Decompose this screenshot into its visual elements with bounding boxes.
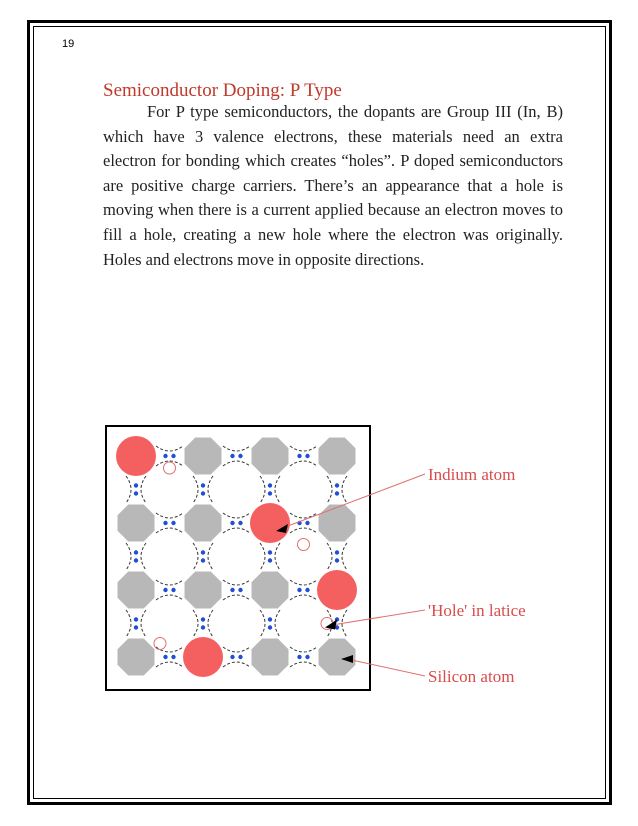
section-heading: Semiconductor Doping: P Type bbox=[103, 80, 342, 101]
silicon-atom bbox=[319, 505, 356, 542]
electron-dot bbox=[238, 454, 242, 458]
electron-dot bbox=[268, 558, 272, 562]
electron-dot bbox=[134, 483, 138, 487]
electron-dot bbox=[230, 588, 234, 592]
electron-dot bbox=[201, 625, 205, 629]
electron-dot bbox=[230, 454, 234, 458]
silicon-atom bbox=[118, 505, 155, 542]
silicon-atom bbox=[118, 572, 155, 609]
silicon-atom bbox=[252, 438, 289, 475]
silicon-atom bbox=[185, 438, 222, 475]
section-paragraph: For P type semiconductors, the dopants are Group III (In, B) which have 3 valence electrons, these materials need an extra electron for bonding which creates “holes”. P doped semiconductors are positive charge carriers. There’s an appearance that a hole is moving when there is a current applied because an electron moves to fill a hole, creating a new hole where the electron was originally. Holes and electrons move in opposite directions. bbox=[103, 102, 563, 269]
electron-dot bbox=[268, 483, 272, 487]
electron-dot bbox=[171, 454, 175, 458]
electron-dot bbox=[201, 617, 205, 621]
label-hole-in-lattice: 'Hole' in latice bbox=[428, 601, 526, 620]
electron-dot bbox=[163, 521, 167, 525]
electron-dot bbox=[201, 550, 205, 554]
electron-dot bbox=[238, 588, 242, 592]
electron-dot bbox=[171, 521, 175, 525]
silicon-atom bbox=[118, 639, 155, 676]
electron-dot bbox=[163, 454, 167, 458]
electron-dot bbox=[163, 655, 167, 659]
silicon-atom bbox=[252, 572, 289, 609]
electron-dot bbox=[163, 588, 167, 592]
p-type-lattice-diagram bbox=[100, 420, 560, 710]
electron-dot bbox=[335, 550, 339, 554]
page-number: 19 bbox=[62, 38, 75, 50]
electron-dot bbox=[201, 491, 205, 495]
electron-dot bbox=[171, 655, 175, 659]
electron-dot bbox=[230, 521, 234, 525]
electron-dot bbox=[335, 483, 339, 487]
electron-dot bbox=[238, 521, 242, 525]
electron-dot bbox=[134, 625, 138, 629]
electron-dot bbox=[134, 617, 138, 621]
silicon-atom bbox=[185, 572, 222, 609]
electron-dot bbox=[297, 454, 301, 458]
electron-dot bbox=[335, 558, 339, 562]
electron-dot bbox=[268, 617, 272, 621]
electron-dot bbox=[134, 558, 138, 562]
electron-dot bbox=[305, 521, 309, 525]
electron-dot bbox=[268, 550, 272, 554]
label-silicon-atom: Silicon atom bbox=[428, 667, 515, 686]
electron-dot bbox=[201, 483, 205, 487]
indium-atom bbox=[250, 503, 290, 543]
electron-dot bbox=[268, 491, 272, 495]
electron-dot bbox=[134, 491, 138, 495]
electron-dot bbox=[171, 588, 175, 592]
electron-dot bbox=[230, 655, 234, 659]
label-indium-atom: Indium atom bbox=[428, 465, 516, 484]
indium-atom bbox=[183, 637, 223, 677]
electron-dot bbox=[134, 550, 138, 554]
electron-dot bbox=[238, 655, 242, 659]
electron-dot bbox=[305, 588, 309, 592]
electron-dot bbox=[335, 491, 339, 495]
electron-dot bbox=[297, 588, 301, 592]
electron-dot bbox=[305, 655, 309, 659]
silicon-atom bbox=[185, 505, 222, 542]
electron-dot bbox=[201, 558, 205, 562]
electron-dot bbox=[297, 655, 301, 659]
electron-dot bbox=[305, 454, 309, 458]
silicon-atom bbox=[319, 438, 356, 475]
indium-atom bbox=[317, 570, 357, 610]
silicon-atom bbox=[252, 639, 289, 676]
indium-atom bbox=[116, 436, 156, 476]
electron-dot bbox=[268, 625, 272, 629]
